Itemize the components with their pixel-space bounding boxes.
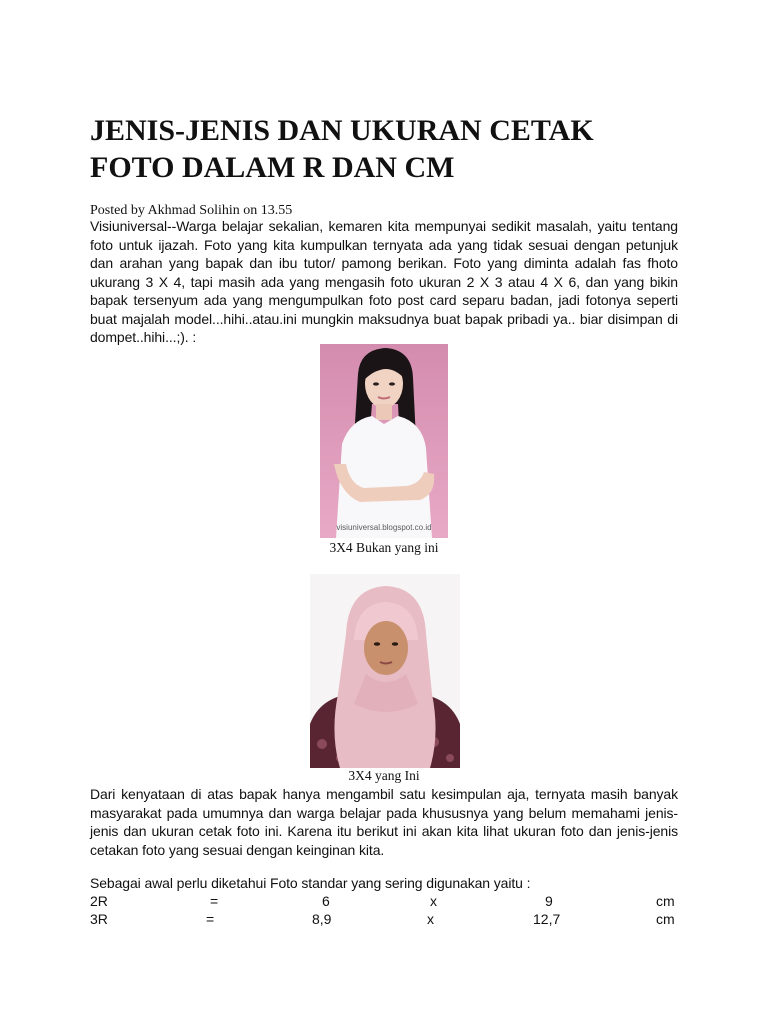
size-height: 12,7: [533, 911, 561, 927]
byline: Posted by Akhmad Solihin on 13.55: [90, 203, 293, 218]
size-row-3r: [90, 910, 678, 928]
body-paragraph: Dari kenyataan di atas bapak hanya mengambil satu kesimpulan aja, ternyata masih banyak masyarakat pada umumnya dan warga belajar pada khususnya yang belum memahami jenis-jenis dan ukuran cetak foto ini. Karena itu berikut ini akan kita lihat ukuran foto dan jenis-jenis cetakan foto yang sesuai dengan keinginan kita.: [90, 786, 678, 858]
intro-paragraph: Visiuniversal--Warga belajar sekalian, kemaren kita mempunyai sedikit masalah, yaitu tentang foto untuk ijazah. Foto yang kita kumpulkan ternyata ada yang tidak sesuai dengan petunjuk dan arahan yang bapak dan ibu tutor/ pamong berikan. Foto yang diminta adalah fas fhoto ukurang 3 X 4, tapi masih ada yang mengasih foto ukuran 2 X 3 atau 4 X 6, dan yang bikin bapak tersenyum ada yang mengumpulkan foto post card separu badan, jadi fotonya seperti buat majalah model...hihi..atau.ini mungkin maksudnya buat bapak pribadi ya.. biar disimpan di dompet..hihi...;). :: [90, 218, 678, 345]
photo-3x4-correct-image: [310, 574, 460, 768]
photo-3x4-wrong: [320, 344, 448, 538]
size-unit: cm: [656, 893, 675, 909]
sizes-intro: Sebagai awal perlu diketahui Foto standar yang sering digunakan yaitu :: [90, 875, 531, 891]
article-title: [90, 112, 690, 186]
title-line-1: JENIS-JENIS DAN UKURAN CETAK: [90, 114, 594, 147]
photo-watermark: visiuniversal.blogspot.co.id: [336, 523, 432, 532]
photo-3x4-correct: [310, 574, 460, 768]
size-width: 6: [322, 893, 330, 909]
size-name: 2R: [90, 893, 108, 909]
size-eq: =: [210, 893, 219, 909]
size-name: 3R: [90, 911, 108, 927]
size-eq: =: [206, 911, 215, 927]
title-line-2: FOTO DALAM R DAN CM: [90, 151, 455, 184]
size-x: x: [427, 911, 434, 927]
photo2-caption: 3X4 yang Ini: [348, 768, 420, 783]
size-x: x: [430, 893, 437, 909]
size-row-2r: [90, 892, 678, 910]
photo1-caption: 3X4 Bukan yang ini: [329, 540, 439, 555]
size-unit: cm: [656, 911, 675, 927]
size-height: 9: [545, 893, 553, 909]
photo-3x4-wrong-image: [320, 344, 448, 538]
size-width: 8,9: [312, 911, 332, 927]
